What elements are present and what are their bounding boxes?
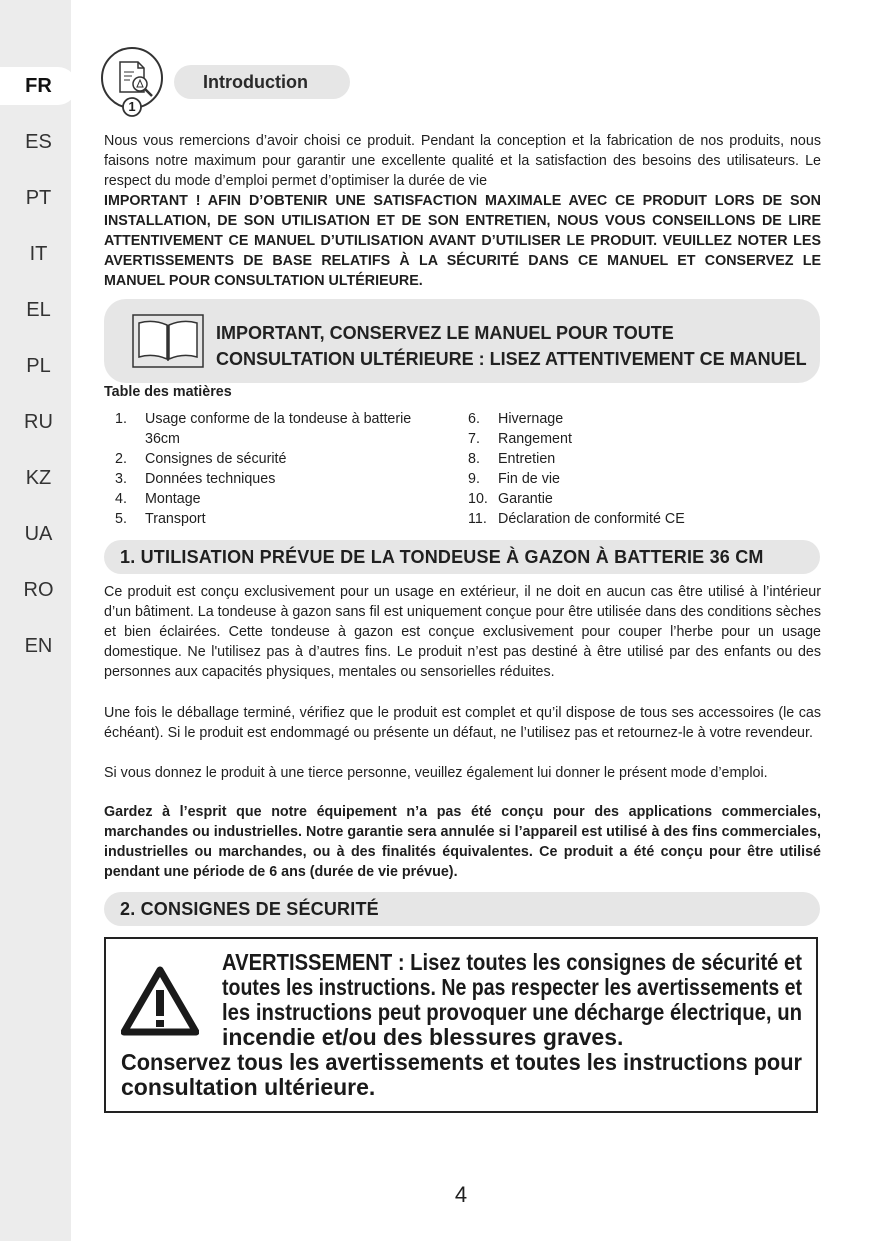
section1-paragraph3: Si vous donnez le produit à une tierce personne, veuillez également lui donner le présent mode d’emploi. bbox=[104, 765, 768, 781]
section1-paragraph4: Gardez à l’esprit que notre équipement n’a pas été conçu pour des applications commerciales, marchandes ou industrielles. Notre garantie sera annulée si l’appareil est utilisé à des fins commerciales, industrielles ou marchandes, ou à des finalités équivalentes. Ce produit a été conçu pour être utilisé pendant une période de 6 ans (durée de vie prévue). bbox=[104, 804, 821, 880]
toc-item-number: 5. bbox=[115, 511, 127, 527]
warning-line: incendie et/ou des blessures graves. bbox=[222, 1024, 624, 1050]
language-tab-ua[interactable]: UA bbox=[24, 523, 53, 545]
language-tab-it[interactable]: IT bbox=[29, 243, 48, 265]
toc-item-number: 4. bbox=[115, 491, 127, 507]
toc-item bbox=[115, 429, 445, 449]
manual-banner-text bbox=[216, 320, 807, 372]
warning-triangle-icon bbox=[121, 966, 199, 1036]
toc-item-label: Usage conforme de la tondeuse à batterie bbox=[145, 411, 412, 427]
toc-item-label: Entretien bbox=[498, 451, 556, 467]
toc-item-number: 1. bbox=[115, 411, 127, 427]
toc-item bbox=[468, 489, 798, 509]
language-tab-es[interactable]: ES bbox=[25, 131, 52, 153]
intro-important: IMPORTANT ! AFIN D’OBTENIR UNE SATISFACTION MAXIMALE AVEC CE PRODUIT LORS DE SON INSTALLATION, DE SON UTILISATION ET DE SON ENTRETIEN, NOUS VOUS CONSEILLONS DE LIRE ATTENTIVEMENT CE MANUEL D’UTILISATION AVANT D’UTILISER LE PRODUIT. VEUILLEZ NOTER LES AVERTISSEMENTS DE BASE RELATIFS À LA SÉCURITÉ DANS CE MANUEL ET CONSERVEZ LE MANUEL POUR CONSULTATION ULTÉRIEURE. bbox=[104, 193, 821, 289]
icon-badge-number: 1 bbox=[128, 99, 136, 114]
toc-title: Table des matières bbox=[104, 384, 232, 400]
section1-paragraph2: Une fois le déballage terminé, vérifiez que le produit est complet et qu’il dispose de tous ses accessoires (le cas échéant). Si le produit est endommagé ou présente un défaut, ne l’utilisez pas et retournez-le à votre revendeur. bbox=[104, 705, 821, 741]
toc-item-label: Montage bbox=[145, 491, 201, 507]
toc-item-label: Transport bbox=[145, 511, 206, 527]
toc-item bbox=[115, 409, 445, 429]
toc-item bbox=[115, 469, 445, 489]
toc-item bbox=[468, 449, 798, 469]
toc-item-number: 9. bbox=[468, 471, 480, 487]
toc-right-column bbox=[468, 409, 798, 529]
toc-item-label: 36cm bbox=[145, 431, 180, 447]
toc-item bbox=[468, 509, 798, 529]
language-tab-ro[interactable]: RO bbox=[23, 579, 54, 601]
toc-item bbox=[115, 489, 445, 509]
toc-item-number: 8. bbox=[468, 451, 480, 467]
language-tab-kz[interactable]: KZ bbox=[25, 467, 52, 489]
language-tab-en[interactable]: EN bbox=[24, 635, 53, 657]
toc-item bbox=[468, 429, 798, 449]
language-tab-pl[interactable]: PL bbox=[26, 355, 51, 377]
language-tab-fr[interactable]: FR bbox=[0, 67, 77, 105]
warning-line: toutes les instructions. Ne pas respecter les avertissements et bbox=[222, 974, 802, 1000]
keep-line: consultation ultérieure. bbox=[121, 1074, 376, 1100]
toc-item-label: Déclaration de conformité CE bbox=[498, 511, 685, 527]
toc-item bbox=[115, 509, 445, 529]
intro-paragraph: Nous vous remercions d’avoir choisi ce produit. Pendant la conception et la fabrication de nos produits, nous faisons notre maximum pour garantir une excellente qualité et la satisfaction des besoins des utilisateurs. Le respect du mode d’emploi permet d’optimiser la durée de vie bbox=[104, 133, 821, 189]
language-tab-el[interactable]: EL bbox=[26, 299, 51, 321]
toc-item-number: 3. bbox=[115, 471, 127, 487]
toc-item-label: Données techniques bbox=[145, 471, 276, 487]
section2-title: 2. CONSIGNES DE SÉCURITÉ bbox=[120, 899, 379, 919]
language-tab-pt[interactable]: PT bbox=[25, 187, 52, 209]
toc-item-number: 11. bbox=[468, 511, 487, 527]
toc-item-number bbox=[115, 429, 145, 449]
warning-line: les instructions peut provoquer une décharge électrique, un bbox=[222, 999, 802, 1025]
toc-item-label: Consignes de sécurité bbox=[145, 451, 287, 467]
toc-left-column bbox=[115, 409, 445, 529]
toc-item-label: Fin de vie bbox=[498, 471, 560, 487]
toc-item-label: Rangement bbox=[498, 431, 572, 447]
warning-line: AVERTISSEMENT : Lisez toutes les consignes de sécurité et bbox=[222, 949, 802, 975]
toc-item-label: Garantie bbox=[498, 491, 553, 507]
section1-paragraph1: Ce produit est conçu exclusivement pour un usage en extérieur, il ne doit en aucun cas être utilisé à l’intérieur d’un bâtiment. La tondeuse à gazon sans fil est uniquement conçue pour être utilisée dans des conditions sèches et bien éclairées. Cette tondeuse à gazon est conçue exclusivement pour couper l’herbe pour un usage domestique. Ne l'utilisez pas à d’autres fins. Le produit n’est pas destiné à être utilisé par des enfants ou des personnes aux capacités physiques, mentales ou sensorielles réduites. bbox=[104, 584, 821, 680]
toc-item bbox=[115, 449, 445, 469]
manual-banner-line2: CONSULTATION ULTÉRIEURE : LISEZ ATTENTIVEMENT CE MANUEL bbox=[216, 349, 807, 369]
toc-item-number: 10. bbox=[468, 491, 488, 507]
language-tab-ru[interactable]: RU bbox=[24, 411, 53, 433]
toc-item bbox=[468, 469, 798, 489]
open-book-icon bbox=[131, 313, 205, 369]
page-title: Introduction bbox=[203, 72, 308, 92]
toc-item-number: 6. bbox=[468, 411, 480, 427]
page-number: 4 bbox=[454, 1182, 468, 1207]
toc-item bbox=[468, 409, 798, 429]
toc-item-number: 2. bbox=[115, 451, 127, 467]
section1-title: 1. UTILISATION PRÉVUE DE LA TONDEUSE À GAZON À BATTERIE 36 CM bbox=[120, 547, 764, 567]
toc-item-label: Hivernage bbox=[498, 411, 564, 427]
keep-line: Conservez tous les avertissements et toutes les instructions pour bbox=[121, 1049, 802, 1075]
manual-banner-line1: IMPORTANT, CONSERVEZ LE MANUEL POUR TOUTE bbox=[216, 323, 674, 343]
toc-item-number: 7. bbox=[468, 431, 480, 447]
